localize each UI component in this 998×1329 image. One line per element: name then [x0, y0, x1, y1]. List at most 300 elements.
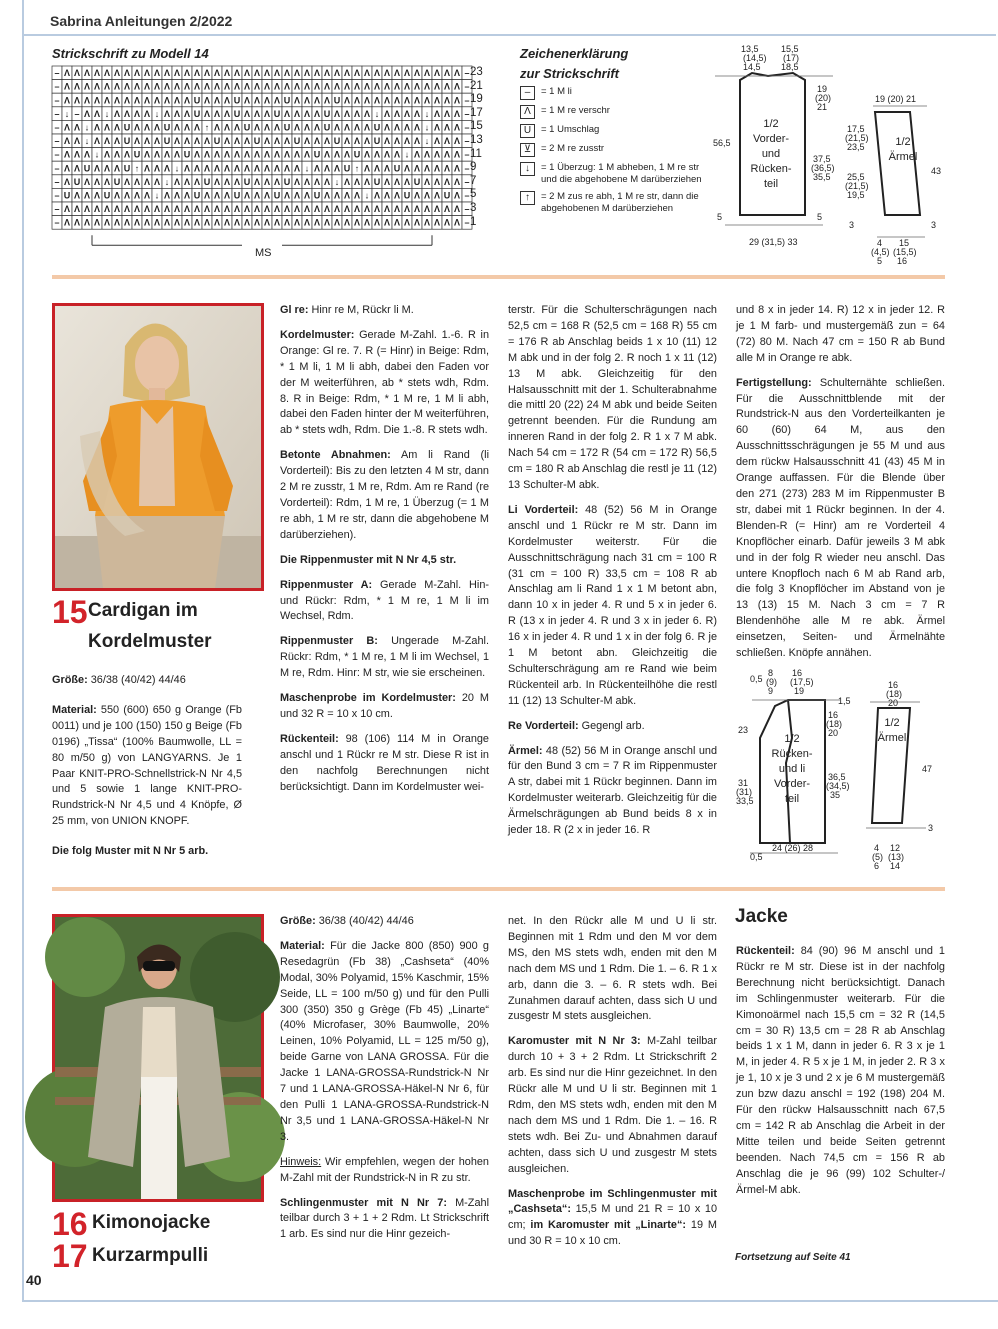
chart-symbol: Λ — [253, 95, 261, 106]
para-label: Rippenmuster A: — [280, 578, 373, 591]
para-text: net. In den Rückr alle M und U li str. Beginnen mit 1 Rdm und den M vor dem MS, den MS stets wdh, enden mit den M nach dem MS und 1 Rdm. Die 1. – 6. R 1 x arb, dann die 3. – 6. R stets wdh. Bei Zunahmen darauf achten, dass sich U und zusgestr M stets ausgleichen. — [508, 915, 717, 1023]
para-label: Betonte Abnahmen: — [280, 449, 391, 462]
para-label: Kordelmuster: — [280, 328, 355, 341]
model17-number: 17 — [52, 1238, 88, 1274]
chart-symbol: Λ — [233, 81, 241, 92]
chart-symbol: Λ — [103, 176, 111, 187]
para-text: Hinr re M, Rückr li M. — [308, 304, 414, 316]
chart-symbol: Λ — [173, 108, 181, 119]
chart-symbol: Λ — [243, 108, 251, 119]
chart-symbol: – — [54, 163, 60, 174]
chart-symbol: ↑ — [134, 163, 140, 174]
chart-symbol: ↓ — [64, 108, 70, 119]
chart-symbol: Λ — [373, 204, 381, 215]
dim-label: 1,5 — [838, 696, 851, 706]
chart-title: Strickschrift zu Modell 14 — [52, 46, 209, 61]
chart-symbol: Λ — [413, 204, 421, 215]
dim-label: (17,5) — [790, 677, 814, 687]
chart-symbol: – — [54, 122, 60, 133]
chart-symbol: Λ — [443, 81, 451, 92]
chart-symbol: U — [323, 108, 331, 119]
chart-symbol: Λ — [73, 217, 81, 228]
chart-symbol: Λ — [113, 190, 121, 201]
chart-symbol: Λ — [353, 81, 361, 92]
chart-symbol: Λ — [433, 163, 441, 174]
chart-symbol: Λ — [263, 108, 271, 119]
chart-symbol: Λ — [403, 81, 411, 92]
chart-symbol: Λ — [193, 149, 201, 160]
para-label: Hinweis: — [280, 1155, 322, 1168]
chart-symbol: Λ — [123, 81, 131, 92]
chart-symbol: Λ — [93, 122, 101, 133]
chart-symbol: Λ — [343, 190, 351, 201]
chart-symbol: U — [273, 190, 281, 201]
para-text: 19 M und 30 R = 10 x 10 cm. — [508, 1219, 717, 1248]
chart-symbol: Λ — [243, 68, 251, 79]
needle-note: Die folg Muster mit N Nr 5 arb. — [52, 845, 209, 858]
chart-symbol: Λ — [193, 136, 201, 147]
chart-symbol: Λ — [443, 217, 451, 228]
chart-symbol: Λ — [313, 136, 321, 147]
chart-symbol: Λ — [323, 149, 331, 160]
legend-text: = 1 M li — [541, 86, 572, 97]
chart-symbol: Λ — [133, 108, 141, 119]
magazine-header: Sabrina Anleitungen 2/2022 — [50, 13, 233, 29]
legend-item — [520, 162, 710, 186]
chart-symbol: – — [464, 81, 470, 92]
skp-symbol-icon: ↓ — [520, 162, 535, 176]
piece-label: Rücken- — [750, 163, 792, 175]
chart-symbol: Λ — [93, 217, 101, 228]
schematic-model14 — [705, 40, 955, 275]
dim-label: 6 — [874, 861, 880, 871]
purl-symbol-icon: – — [520, 86, 535, 100]
chart-symbol: Λ — [163, 190, 171, 201]
chart-symbol: Λ — [113, 217, 121, 228]
row-number: 23 — [470, 66, 483, 78]
chart-symbol: Λ — [223, 204, 231, 215]
chart-symbol: Λ — [213, 81, 221, 92]
dim-label: 29 (31,5) 33 — [749, 237, 798, 247]
chart-symbol: Λ — [233, 217, 241, 228]
chart-symbol: Λ — [373, 190, 381, 201]
chart-symbol: Λ — [143, 217, 151, 228]
chart-symbol: U — [193, 108, 201, 119]
chart-symbol: Λ — [293, 95, 301, 106]
chart-symbol: Λ — [313, 204, 321, 215]
chart-symbol: Λ — [443, 95, 451, 106]
para-label: Ärmel: — [508, 744, 543, 757]
chart-symbol: Λ — [73, 190, 81, 201]
chart-symbol: U — [293, 136, 301, 147]
dim-label: 37,5 — [813, 154, 831, 164]
dim-label: (21,5) — [845, 181, 869, 191]
chart-symbol: Λ — [113, 204, 121, 215]
chart-symbol: Λ — [453, 217, 461, 228]
chart-symbol: Λ — [153, 122, 161, 133]
chart-symbol: Λ — [73, 149, 81, 160]
row-number: 15 — [470, 120, 483, 133]
dim-label: (20) — [815, 93, 832, 103]
chart-symbol: ↑ — [204, 122, 210, 133]
para-text: 36/38 (40/42) 44/46 — [315, 915, 414, 927]
chart-symbol: Λ — [413, 149, 421, 160]
chart-symbol: ↓ — [84, 136, 90, 147]
chart-symbol: Λ — [253, 108, 261, 119]
dim-label: 20 — [888, 698, 899, 708]
legend-text: = 2 M zus re abh, 1 M re str, dann die abgehobenen M darüberziehen — [541, 191, 699, 214]
chart-symbol: Λ — [423, 149, 431, 160]
chart-symbol: Λ — [133, 217, 141, 228]
chart-symbol: Λ — [63, 204, 71, 215]
chart-symbol: Λ — [223, 95, 231, 106]
chart-symbol: Λ — [183, 163, 191, 174]
legend-item — [520, 124, 710, 138]
chart-symbol: Λ — [213, 108, 221, 119]
chart-symbol: Λ — [413, 108, 421, 119]
chart-symbol: Λ — [213, 163, 221, 174]
chart-symbol: ↓ — [304, 163, 310, 174]
chart-symbol: Λ — [203, 204, 211, 215]
chart-symbol: Λ — [173, 204, 181, 215]
chart-symbol: Λ — [203, 68, 211, 79]
chart-symbol: Λ — [423, 68, 431, 79]
chart-symbol: Λ — [433, 95, 441, 106]
section-divider — [52, 275, 945, 279]
row-number: 9 — [470, 161, 477, 174]
chart-symbol: Λ — [183, 122, 191, 133]
chart-symbol: U — [73, 176, 81, 187]
dim-label: (13) — [888, 852, 905, 862]
chart-symbol: Λ — [453, 190, 461, 201]
chart-symbol: U — [193, 95, 201, 106]
chart-symbol: – — [54, 81, 60, 92]
dim-label: 47 — [922, 764, 933, 774]
para-text: Gerade M-Zahl. 1.-6. R in Orange: Gl re. 7. R (= Hinr) in Beige: Rdm, * 1 M li, 1 M li abh, dabei den Faden vor der M weiterführen, ab * stets wdh, Rdm. 8. R in Beige: Rdm, * 1 M re, 1 M li abh, dabei den Faden hinter der M weiterführen, ab * stets wdh, Rdm. Die 1.-8. R stets wdh. — [280, 328, 489, 437]
chart-symbol: – — [54, 108, 60, 119]
chart-symbol: Λ — [83, 204, 91, 215]
model15-number: 15 — [52, 594, 88, 630]
chart-symbol: Λ — [63, 163, 71, 174]
para-label: Material: — [280, 939, 325, 952]
chart-symbol: Λ — [373, 217, 381, 228]
dim-label: 16 — [897, 256, 908, 266]
chart-symbol: U — [123, 122, 131, 133]
chart-symbol: Λ — [333, 190, 341, 201]
chart-symbol: Λ — [353, 95, 361, 106]
chart-symbol: Λ — [383, 217, 391, 228]
chart-symbol: Λ — [63, 217, 71, 228]
chart-symbol: Λ — [303, 95, 311, 106]
dim-label: (31) — [736, 787, 753, 797]
para-label: Re Vorderteil: — [508, 719, 579, 732]
chart-symbol: ↓ — [404, 149, 410, 160]
chart-symbol: Λ — [213, 122, 221, 133]
chart-symbol: Λ — [373, 163, 381, 174]
para-label: Gl re: — [280, 304, 309, 316]
chart-legend — [520, 86, 710, 220]
chart-symbol: U — [323, 122, 331, 133]
dim-label: 15,5 — [781, 44, 799, 54]
para-label: Karomuster mit N Nr 3: — [508, 1035, 641, 1048]
chart-symbol: Λ — [123, 204, 131, 215]
dim-label: 19 — [794, 686, 805, 696]
chart-symbol: Λ — [183, 217, 191, 228]
chart-symbol: Λ — [353, 136, 361, 147]
chart-symbol: Λ — [213, 149, 221, 160]
chart-symbol: U — [373, 122, 381, 133]
piece-label: und li — [778, 763, 806, 775]
chart-symbol: Λ — [253, 190, 261, 201]
model16-column4 — [736, 944, 945, 1208]
chart-symbol: Λ — [213, 176, 221, 187]
legend-text: = 1 M re verschr — [541, 105, 610, 116]
legend-title-line2: zur Strickschrift — [520, 66, 619, 81]
row-number: 7 — [470, 174, 477, 187]
chart-symbol: – — [54, 95, 60, 106]
chart-symbol: Λ — [263, 122, 271, 133]
chart-symbol: Λ — [103, 122, 111, 133]
chart-symbol: Λ — [293, 176, 301, 187]
legend-item — [520, 105, 710, 119]
chart-symbol: Λ — [83, 217, 91, 228]
chart-symbol: Λ — [293, 68, 301, 79]
chart-symbol: Λ — [343, 108, 351, 119]
chart-symbol: ↓ — [154, 190, 160, 201]
chart-symbol: Λ — [443, 122, 451, 133]
chart-symbol: Λ — [263, 149, 271, 160]
chart-symbol: Λ — [103, 204, 111, 215]
chart-symbol: U — [83, 163, 91, 174]
model15-column3 — [508, 303, 717, 848]
chart-symbol: – — [464, 122, 470, 133]
chart-symbol: Λ — [283, 163, 291, 174]
chart-symbol: Λ — [403, 95, 411, 106]
chart-symbol: Λ — [63, 122, 71, 133]
para-text: 98 (106) 114 M in Orange anschl und 1 Rückr re M str. Diese R ist in den nachfolg Berechnungen nicht berücksichtigt. Dann im Kordelmuster wei- — [280, 732, 489, 793]
chart-symbol: Λ — [303, 217, 311, 228]
chart-symbol: Λ — [303, 176, 311, 187]
chart-ms-label: MS — [255, 247, 272, 259]
section-divider — [52, 887, 945, 891]
chart-symbol: Λ — [243, 136, 251, 147]
dim-label: 25,5 — [847, 172, 865, 182]
dim-label: 35,5 — [813, 172, 831, 182]
cardigan-photo-image — [55, 306, 261, 588]
chart-symbol: Λ — [233, 204, 241, 215]
chart-symbol: Λ — [333, 122, 341, 133]
chart-symbol: Λ — [343, 81, 351, 92]
chart-symbol: Λ — [143, 68, 151, 79]
chart-symbol: ↓ — [154, 108, 160, 119]
chart-symbol: – — [54, 217, 60, 228]
dim-label: 14 — [890, 861, 901, 871]
chart-symbol: Λ — [283, 149, 291, 160]
chart-symbol: Λ — [283, 108, 291, 119]
chart-symbol: U — [353, 149, 361, 160]
knitting-chart — [52, 66, 470, 238]
chart-symbol: Λ — [183, 95, 191, 106]
chart-symbol: Λ — [383, 136, 391, 147]
chart-symbol: U — [413, 176, 421, 187]
chart-symbol: Λ — [173, 176, 181, 187]
legend-text: = 2 M re zusstr — [541, 143, 605, 154]
chart-symbol: Λ — [263, 163, 271, 174]
chart-symbol: Λ — [413, 136, 421, 147]
material-text: 550 (600) 650 g Orange (Fb 0011) und je 100 (150) 150 g Beige (Fb 0196) „Tissa“ (100% Baumwolle, LL = 80 m/50 g) von LANGYARNS. Je 1 Paar KNIT-PRO-Schnellstrick-N Nr 4,5 und 5 sowie 1 lange KNIT-PRO-Rundstrick-N Nr 4,5 und 4 Knöpfe, Ø 25 mm, von UNION KNOPF. — [52, 703, 242, 828]
chart-symbol: U — [283, 122, 291, 133]
chart-symbol: Λ — [63, 68, 71, 79]
dim-label: 0,5 — [750, 852, 763, 862]
chart-symbol: U — [123, 136, 131, 147]
chart-symbol: Λ — [303, 108, 311, 119]
chart-symbol: Λ — [403, 217, 411, 228]
chart-symbol: U — [233, 190, 241, 201]
chart-symbol: Λ — [103, 95, 111, 106]
row-number: 11 — [470, 147, 482, 160]
chart-symbol: Λ — [363, 217, 371, 228]
chart-symbol: Λ — [193, 163, 201, 174]
chart-symbol: Λ — [193, 176, 201, 187]
chart-symbol: Λ — [273, 95, 281, 106]
chart-symbol: Λ — [343, 136, 351, 147]
chart-symbol: Λ — [113, 81, 121, 92]
para-text: 48 (52) 56 M in Orange anschl und für den Bund 3 cm = 7 R im Rippenmuster A str, dabei mit 1 Rückr beginnen. Dann im Kordelmuster weiterarb. Gleichzeitig für die Ärmelschrägungen ab Bund beids 8 x in jeder 18. R (2 x in jeder 16. R — [508, 744, 717, 837]
chart-symbol: Λ — [143, 149, 151, 160]
chart-symbol: Λ — [323, 204, 331, 215]
dim-label: 3 — [931, 220, 937, 230]
size-label: Größe: — [52, 674, 88, 686]
para-text: 48 (52) 56 M in Orange anschl und 1 Rückr re M str. Dann im Kordelmuster weiterstr. Für die Ausschnittschrägung nach 31 cm = 100 R (31 cm = 100 R) 33,5 cm = 108 R ab Anschlag am li Rand 1 x 1 M betont abn, dann 10 x in jeder 4. R und 5 x in jeder 6. R (13 x in jeder 4. R und 3 x in jeder 6. R) 16 x in jeder 4. R und 1 x in der folg 6. R je 1 M betont abn. Gleichzeitig die Schulterschrägung am re Rand wie beim Rückenteil arb. In Rückenteilhöhe die restl 11 (12) 13 Schulter-M abk. — [508, 503, 717, 707]
row-number: 1 — [470, 215, 477, 228]
chart-symbol: U — [163, 136, 171, 147]
chart-symbol: Λ — [133, 176, 141, 187]
chart-symbol: Λ — [183, 68, 191, 79]
chart-symbol: Λ — [143, 122, 151, 133]
chart-symbol: Λ — [413, 163, 421, 174]
chart-symbol: U — [203, 176, 211, 187]
chart-symbol: Λ — [323, 68, 331, 79]
chart-symbol: Λ — [223, 217, 231, 228]
chart-symbol: Λ — [403, 136, 411, 147]
chart-symbol: Λ — [263, 136, 271, 147]
chart-symbol: Λ — [303, 122, 311, 133]
chart-symbol: Λ — [183, 81, 191, 92]
chart-symbol: ↓ — [94, 149, 100, 160]
chart-symbol: Λ — [403, 122, 411, 133]
header-rule — [22, 34, 996, 36]
chart-symbol: Λ — [443, 68, 451, 79]
chart-symbol: ↑ — [354, 163, 360, 174]
chart-symbol: Λ — [423, 176, 431, 187]
chart-symbol: Λ — [133, 122, 141, 133]
dim-label: 43 — [931, 166, 942, 176]
chart-symbol: Λ — [113, 68, 121, 79]
chart-symbol: Λ — [343, 122, 351, 133]
chart-symbol: Λ — [363, 176, 371, 187]
chart-symbol: Λ — [203, 108, 211, 119]
chart-symbol: Λ — [363, 163, 371, 174]
double-decrease-symbol-icon: ↑ — [520, 191, 535, 205]
chart-symbol: Λ — [203, 95, 211, 106]
chart-symbol: Λ — [353, 204, 361, 215]
chart-symbol: Λ — [323, 190, 331, 201]
chart-symbol: U — [233, 95, 241, 106]
chart-symbol: Λ — [293, 81, 301, 92]
chart-symbol: Λ — [363, 95, 371, 106]
chart-symbol: Λ — [83, 95, 91, 106]
chart-symbol: Λ — [393, 108, 401, 119]
chart-symbol: Λ — [413, 122, 421, 133]
chart-symbol: Λ — [163, 204, 171, 215]
para-label: Maschenprobe im Schlingenmuster mit „Cashseta“: — [508, 1187, 717, 1216]
chart-symbol: Λ — [73, 204, 81, 215]
row-number: 21 — [470, 79, 483, 92]
chart-symbol: U — [393, 163, 401, 174]
chart-symbol: Λ — [133, 81, 141, 92]
chart-symbol: U — [233, 108, 241, 119]
chart-symbol: Λ — [253, 122, 261, 133]
chart-symbol: Λ — [123, 149, 131, 160]
chart-symbol: Λ — [453, 204, 461, 215]
chart-symbol: Λ — [253, 149, 261, 160]
chart-symbol: Λ — [263, 81, 271, 92]
chart-symbol: ↓ — [364, 190, 370, 201]
chart-symbol: Λ — [393, 122, 401, 133]
dim-label: (5) — [872, 852, 883, 862]
chart-symbol: Λ — [403, 68, 411, 79]
chart-symbol: – — [54, 136, 60, 147]
chart-symbol: Λ — [203, 217, 211, 228]
chart-symbol: Λ — [203, 190, 211, 201]
dim-label: 0,5 — [750, 674, 763, 684]
chart-symbol: Λ — [423, 204, 431, 215]
para-text: Wir empfehlen, wegen der hohen M-Zahl mit der Rundstrick-N in R zu str. — [280, 1155, 489, 1184]
chart-symbol: Λ — [223, 136, 231, 147]
chart-symbol: U — [193, 190, 201, 201]
chart-symbol: Λ — [293, 190, 301, 201]
para-text: 84 (90) 96 M anschl und 1 Rückr re M str. Diese ist in der nachfolg Berechnung nicht berücksichtigt. Danach im Schlingenmuster weiterarb. Für die Kimonoärmel nach 15,5 cm = 32 R (14,5 cm = 30 R) 13,5 cm = 28 R ab Anschlag beids 1 x 1 M, dann in jeder 6. R 3 x je 1 M, in jeder 4. R 5 x je 1 M, in jeder 2. R 3 x je 1, 10 x je 3 und 2 x je 6 M mustergemäß zun bzw dazu anschl = 192 (198) 204 M. Für den rückw Halsausschnitt nach 67,5 cm = 142 R ab Anschlag die Arbeit in der Mitte teilen und beide Seiten getrennt beenden. Nach 74,5 cm = 156 R ab Anschlag die je 96 (99) 102 Schulter-/Ärmel-M abk. — [736, 945, 945, 1196]
chart-symbol: Λ — [213, 217, 221, 228]
chart-symbol: Λ — [93, 108, 101, 119]
chart-symbol: – — [54, 204, 60, 215]
chart-symbol: Λ — [103, 68, 111, 79]
dim-label: (4,5) — [871, 247, 890, 257]
chart-symbol: – — [54, 176, 60, 187]
chart-symbol: Λ — [303, 81, 311, 92]
chart-symbol: Λ — [73, 81, 81, 92]
dim-label: (36,5) — [811, 163, 835, 173]
chart-symbol: – — [54, 149, 60, 160]
chart-symbol: Λ — [123, 217, 131, 228]
chart-symbol: Λ — [63, 95, 71, 106]
chart-symbol: Λ — [193, 81, 201, 92]
piece-label: Rücken- — [771, 748, 813, 760]
chart-symbol: Λ — [273, 204, 281, 215]
chart-symbol: Λ — [333, 81, 341, 92]
piece-label: 1/2 — [763, 118, 779, 130]
para-text: Gegengl arb. — [578, 719, 645, 732]
chart-symbol: Λ — [353, 176, 361, 187]
chart-symbol: Λ — [423, 217, 431, 228]
chart-symbol: ↓ — [424, 122, 430, 133]
model16-name: Kimonojacke — [92, 1212, 211, 1233]
chart-symbol: Λ — [173, 149, 181, 160]
chart-symbol: Λ — [453, 163, 461, 174]
chart-symbol: Λ — [323, 217, 331, 228]
chart-symbol: Λ — [143, 81, 151, 92]
dim-label: 9 — [768, 686, 774, 696]
